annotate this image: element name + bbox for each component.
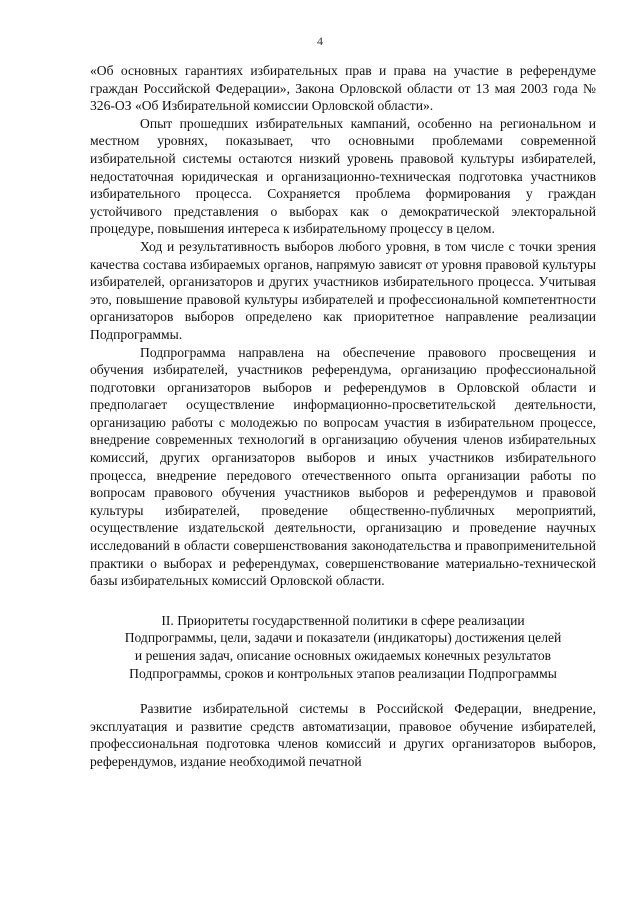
document-body: [90, 62, 596, 771]
section-heading-line: Подпрограммы, цели, задачи и показатели (индикаторы) достижения целей: [124, 630, 562, 646]
paragraph-election-results: Ход и результативность выборов любого уровня, в том числе с точки зрения качества состава избираемых органов, напрямую зависят от уровня правовой культуры избирателей, организаторов и других участников избирательного процесса. Учитывая это, повышение правовой культуры избирателей и профессиональной компетентности организаторов выборов определено как приоритетное направление реализации Подпрограммы.: [90, 238, 596, 342]
paragraph-development: Развитие избирательной системы в Российской Федерации, внедрение, эксплуатация и развитие средств автоматизации, правовое обучение избирателей, профессиональная подготовка членов комиссий и других организаторов выборов, референдумов, издание необходимой печатной: [90, 701, 596, 769]
section-heading-line: и решения задач, описание основных ожидаемых конечных результатов: [134, 648, 552, 663]
paragraph-subprogram: Подпрограмма направлена на обеспечение правового просвещения и обучения избирателей, участников референдума, организацию профессиональной подготовки организаторов выборов и референдумов в Орловской области и предполагает осуществление информационно-просветительской деятельности, организацию работы с молодежью по вопросам участия в избирательном процессе, внедрение современных технологий в организацию обучения членов избирательных комиссий, других организаторов выборов и иных участников избирательного процесса, внедрение передового отечественного опыта организации работы по вопросам правового обучения участников выборов и референдумов и правовой культуры избирателей, проведение общественно-публичных мероприятий, осуществление издательской деятельности, организацию и проведение научных исследований в области совершенствования законодательства и правоприменительной практики о выборах и референдумах, совершенствование материально-технической базы избирательных комиссий Орловской области.: [90, 344, 596, 589]
page-number: 4: [317, 34, 323, 48]
section-heading-line: II. Приоритеты государственной политики в сфере реализации: [161, 612, 525, 628]
paragraph-experience: Опыт прошедших избирательных кампаний, особенно на региональном и местном уровнях, показывает, что основными проблемами современной избирательной системы остаются низкий уровень правовой культуры избирателей, недостаточная юридическая и организационно-техническая подготовка участников избирательного процесса. Сохраняется проблема формирования у граждан устойчивого представления о выборах как о демократической электоральной процедуре, повышения интереса к избирательному процессу в целом.: [90, 115, 596, 237]
paragraph-continuation: «Об основных гарантиях избирательных прав и права на участие в референдуме граждан Российской Федерации», Закона Орловской области от 13 мая 2003 года № 326-ОЗ «Об Избирательной комиссии Орловской области».: [90, 63, 596, 114]
section-heading-line: Подпрограммы, сроков и контрольных этапов реализации Подпрограммы: [129, 665, 557, 681]
section-heading: [90, 612, 596, 682]
